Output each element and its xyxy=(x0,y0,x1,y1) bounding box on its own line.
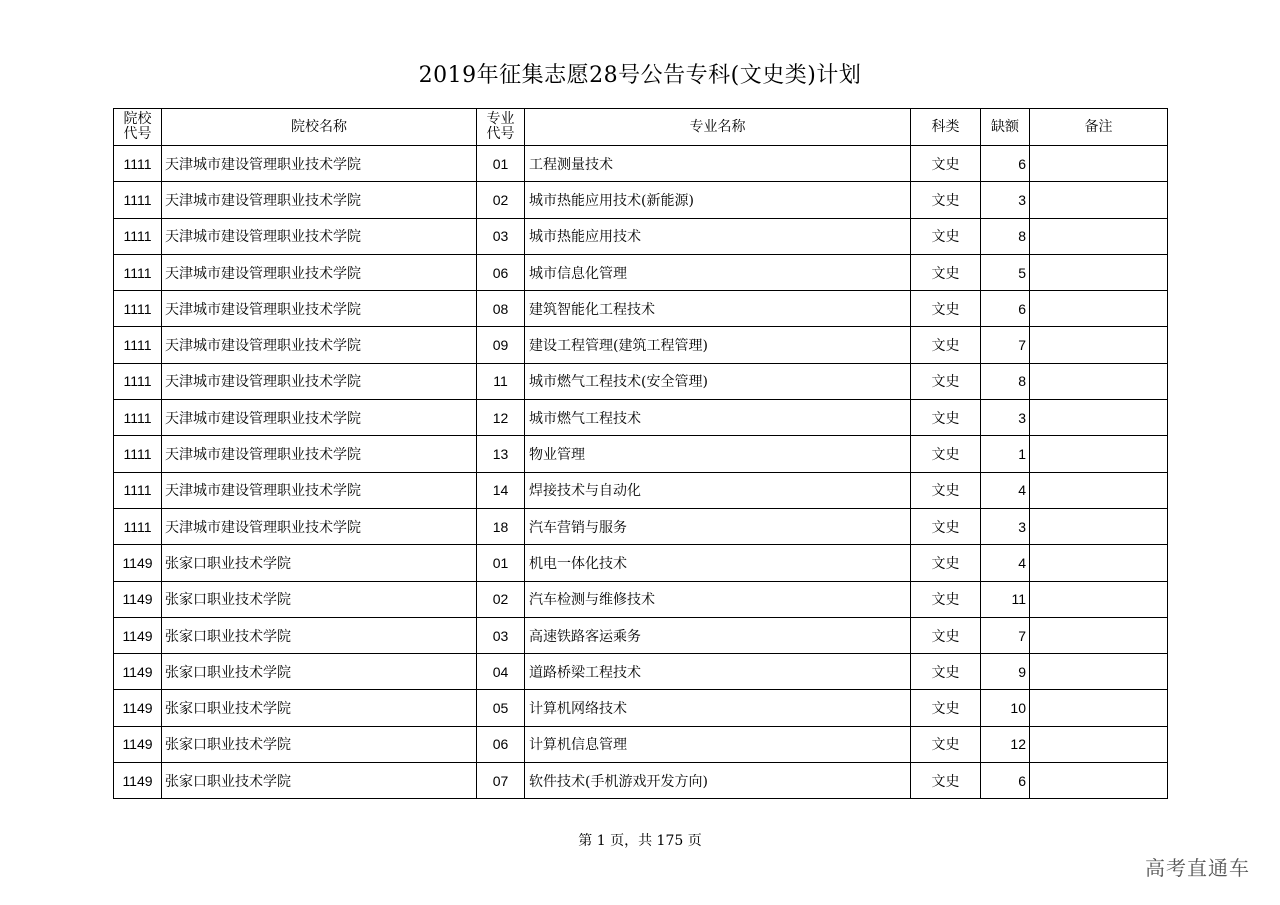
cell-school-name: 张家口职业技术学院 xyxy=(162,690,477,726)
cell-major-name: 汽车营销与服务 xyxy=(525,508,911,544)
cell-major-code: 06 xyxy=(477,726,525,762)
cell-note xyxy=(1030,726,1168,762)
table-row xyxy=(114,654,1168,690)
table-row xyxy=(114,254,1168,290)
cell-major-name: 汽车检测与维修技术 xyxy=(525,581,911,617)
cell-major-name: 城市热能应用技术(新能源) xyxy=(525,182,911,218)
cell-school-name: 张家口职业技术学院 xyxy=(162,581,477,617)
cell-vacancy: 12 xyxy=(981,726,1030,762)
table-row xyxy=(114,327,1168,363)
cell-school-name: 天津城市建设管理职业技术学院 xyxy=(162,400,477,436)
table-header-row xyxy=(114,109,1168,146)
table-row xyxy=(114,146,1168,182)
table-row xyxy=(114,472,1168,508)
cell-category: 文史 xyxy=(911,545,981,581)
cell-vacancy: 7 xyxy=(981,327,1030,363)
cell-vacancy: 6 xyxy=(981,291,1030,327)
cell-major-name: 城市燃气工程技术(安全管理) xyxy=(525,363,911,399)
cell-category: 文史 xyxy=(911,327,981,363)
cell-vacancy: 6 xyxy=(981,146,1030,182)
table-row xyxy=(114,617,1168,653)
cell-vacancy: 6 xyxy=(981,763,1030,799)
cell-vacancy: 9 xyxy=(981,654,1030,690)
cell-major-name: 物业管理 xyxy=(525,436,911,472)
cell-note xyxy=(1030,654,1168,690)
cell-vacancy: 10 xyxy=(981,690,1030,726)
watermark: 高考直通车 xyxy=(1145,856,1250,880)
cell-category: 文史 xyxy=(911,400,981,436)
cell-note xyxy=(1030,581,1168,617)
cell-school-name: 张家口职业技术学院 xyxy=(162,545,477,581)
table-row xyxy=(114,182,1168,218)
cell-major-code: 14 xyxy=(477,472,525,508)
cell-vacancy: 3 xyxy=(981,400,1030,436)
cell-category: 文史 xyxy=(911,726,981,762)
table-row xyxy=(114,436,1168,472)
cell-major-code: 01 xyxy=(477,545,525,581)
cell-school-name: 张家口职业技术学院 xyxy=(162,654,477,690)
cell-vacancy: 11 xyxy=(981,581,1030,617)
cell-school-code: 1149 xyxy=(114,726,162,762)
cell-school-name: 张家口职业技术学院 xyxy=(162,617,477,653)
cell-major-name: 高速铁路客运乘务 xyxy=(525,617,911,653)
cell-category: 文史 xyxy=(911,182,981,218)
cell-major-code: 03 xyxy=(477,218,525,254)
cell-school-code: 1149 xyxy=(114,763,162,799)
cell-school-code: 1149 xyxy=(114,617,162,653)
cell-vacancy: 3 xyxy=(981,508,1030,544)
cell-vacancy: 4 xyxy=(981,545,1030,581)
cell-school-code: 1149 xyxy=(114,581,162,617)
cell-vacancy: 8 xyxy=(981,218,1030,254)
cell-school-code: 1149 xyxy=(114,545,162,581)
cell-school-name: 天津城市建设管理职业技术学院 xyxy=(162,254,477,290)
table-body xyxy=(114,146,1168,799)
header-note: 备注 xyxy=(1030,109,1168,146)
cell-major-code: 02 xyxy=(477,182,525,218)
cell-note xyxy=(1030,400,1168,436)
cell-note xyxy=(1030,617,1168,653)
cell-vacancy: 4 xyxy=(981,472,1030,508)
cell-major-code: 09 xyxy=(477,327,525,363)
cell-school-code: 1111 xyxy=(114,400,162,436)
enrollment-plan-table xyxy=(113,108,1168,799)
cell-note xyxy=(1030,254,1168,290)
table-row xyxy=(114,291,1168,327)
cell-major-name: 建设工程管理(建筑工程管理) xyxy=(525,327,911,363)
cell-school-name: 天津城市建设管理职业技术学院 xyxy=(162,327,477,363)
cell-school-code: 1111 xyxy=(114,254,162,290)
cell-school-code: 1111 xyxy=(114,472,162,508)
cell-school-code: 1111 xyxy=(114,182,162,218)
table-row xyxy=(114,363,1168,399)
cell-category: 文史 xyxy=(911,690,981,726)
cell-school-code: 1149 xyxy=(114,690,162,726)
cell-school-code: 1111 xyxy=(114,436,162,472)
cell-vacancy: 7 xyxy=(981,617,1030,653)
cell-note xyxy=(1030,327,1168,363)
cell-school-code: 1111 xyxy=(114,218,162,254)
cell-category: 文史 xyxy=(911,472,981,508)
cell-major-name: 建筑智能化工程技术 xyxy=(525,291,911,327)
table-row xyxy=(114,581,1168,617)
cell-major-name: 工程测量技术 xyxy=(525,146,911,182)
table-row xyxy=(114,508,1168,544)
cell-category: 文史 xyxy=(911,218,981,254)
header-vacancy: 缺额 xyxy=(981,109,1030,146)
cell-major-name: 计算机信息管理 xyxy=(525,726,911,762)
cell-school-name: 天津城市建设管理职业技术学院 xyxy=(162,436,477,472)
table-row xyxy=(114,763,1168,799)
cell-school-name: 天津城市建设管理职业技术学院 xyxy=(162,472,477,508)
cell-vacancy: 8 xyxy=(981,363,1030,399)
cell-school-name: 张家口职业技术学院 xyxy=(162,726,477,762)
cell-school-name: 天津城市建设管理职业技术学院 xyxy=(162,218,477,254)
cell-note xyxy=(1030,363,1168,399)
cell-note xyxy=(1030,545,1168,581)
cell-category: 文史 xyxy=(911,654,981,690)
cell-note xyxy=(1030,472,1168,508)
cell-major-name: 焊接技术与自动化 xyxy=(525,472,911,508)
header-school-name: 院校名称 xyxy=(162,109,477,146)
header-major-code: 专业 代号 xyxy=(477,109,525,146)
cell-school-name: 张家口职业技术学院 xyxy=(162,763,477,799)
cell-school-code: 1111 xyxy=(114,146,162,182)
cell-note xyxy=(1030,763,1168,799)
table-row xyxy=(114,690,1168,726)
cell-category: 文史 xyxy=(911,508,981,544)
cell-category: 文史 xyxy=(911,363,981,399)
table-row xyxy=(114,726,1168,762)
cell-school-name: 天津城市建设管理职业技术学院 xyxy=(162,146,477,182)
cell-major-name: 城市热能应用技术 xyxy=(525,218,911,254)
cell-vacancy: 5 xyxy=(981,254,1030,290)
table-row xyxy=(114,218,1168,254)
cell-major-code: 03 xyxy=(477,617,525,653)
cell-major-name: 城市燃气工程技术 xyxy=(525,400,911,436)
table-row xyxy=(114,400,1168,436)
cell-major-name: 机电一体化技术 xyxy=(525,545,911,581)
cell-major-code: 13 xyxy=(477,436,525,472)
header-category: 科类 xyxy=(911,109,981,146)
cell-school-name: 天津城市建设管理职业技术学院 xyxy=(162,508,477,544)
cell-school-code: 1149 xyxy=(114,654,162,690)
page-footer: 第 1 页，共 175 页 xyxy=(578,833,702,849)
cell-category: 文史 xyxy=(911,436,981,472)
cell-note xyxy=(1030,291,1168,327)
cell-vacancy: 3 xyxy=(981,182,1030,218)
cell-category: 文史 xyxy=(911,291,981,327)
cell-category: 文史 xyxy=(911,146,981,182)
cell-school-code: 1111 xyxy=(114,508,162,544)
cell-note xyxy=(1030,182,1168,218)
table-row xyxy=(114,545,1168,581)
cell-major-name: 道路桥梁工程技术 xyxy=(525,654,911,690)
cell-major-code: 11 xyxy=(477,363,525,399)
cell-major-code: 01 xyxy=(477,146,525,182)
cell-note xyxy=(1030,436,1168,472)
cell-category: 文史 xyxy=(911,581,981,617)
cell-major-code: 12 xyxy=(477,400,525,436)
cell-category: 文史 xyxy=(911,254,981,290)
cell-category: 文史 xyxy=(911,763,981,799)
cell-category: 文史 xyxy=(911,617,981,653)
cell-major-code: 08 xyxy=(477,291,525,327)
cell-school-code: 1111 xyxy=(114,291,162,327)
cell-note xyxy=(1030,508,1168,544)
cell-major-code: 18 xyxy=(477,508,525,544)
cell-note xyxy=(1030,218,1168,254)
cell-school-name: 天津城市建设管理职业技术学院 xyxy=(162,182,477,218)
cell-vacancy: 1 xyxy=(981,436,1030,472)
header-school-code: 院校 代号 xyxy=(114,109,162,146)
cell-major-name: 计算机网络技术 xyxy=(525,690,911,726)
cell-major-name: 城市信息化管理 xyxy=(525,254,911,290)
page-title: 2019年征集志愿28号公告专科(文史类)计划 xyxy=(418,63,862,88)
cell-note xyxy=(1030,146,1168,182)
cell-major-code: 05 xyxy=(477,690,525,726)
cell-note xyxy=(1030,690,1168,726)
cell-major-code: 06 xyxy=(477,254,525,290)
cell-school-code: 1111 xyxy=(114,327,162,363)
cell-major-code: 04 xyxy=(477,654,525,690)
cell-school-name: 天津城市建设管理职业技术学院 xyxy=(162,363,477,399)
cell-major-name: 软件技术(手机游戏开发方向) xyxy=(525,763,911,799)
cell-major-code: 02 xyxy=(477,581,525,617)
header-major-name: 专业名称 xyxy=(525,109,911,146)
cell-school-name: 天津城市建设管理职业技术学院 xyxy=(162,291,477,327)
cell-major-code: 07 xyxy=(477,763,525,799)
cell-school-code: 1111 xyxy=(114,363,162,399)
